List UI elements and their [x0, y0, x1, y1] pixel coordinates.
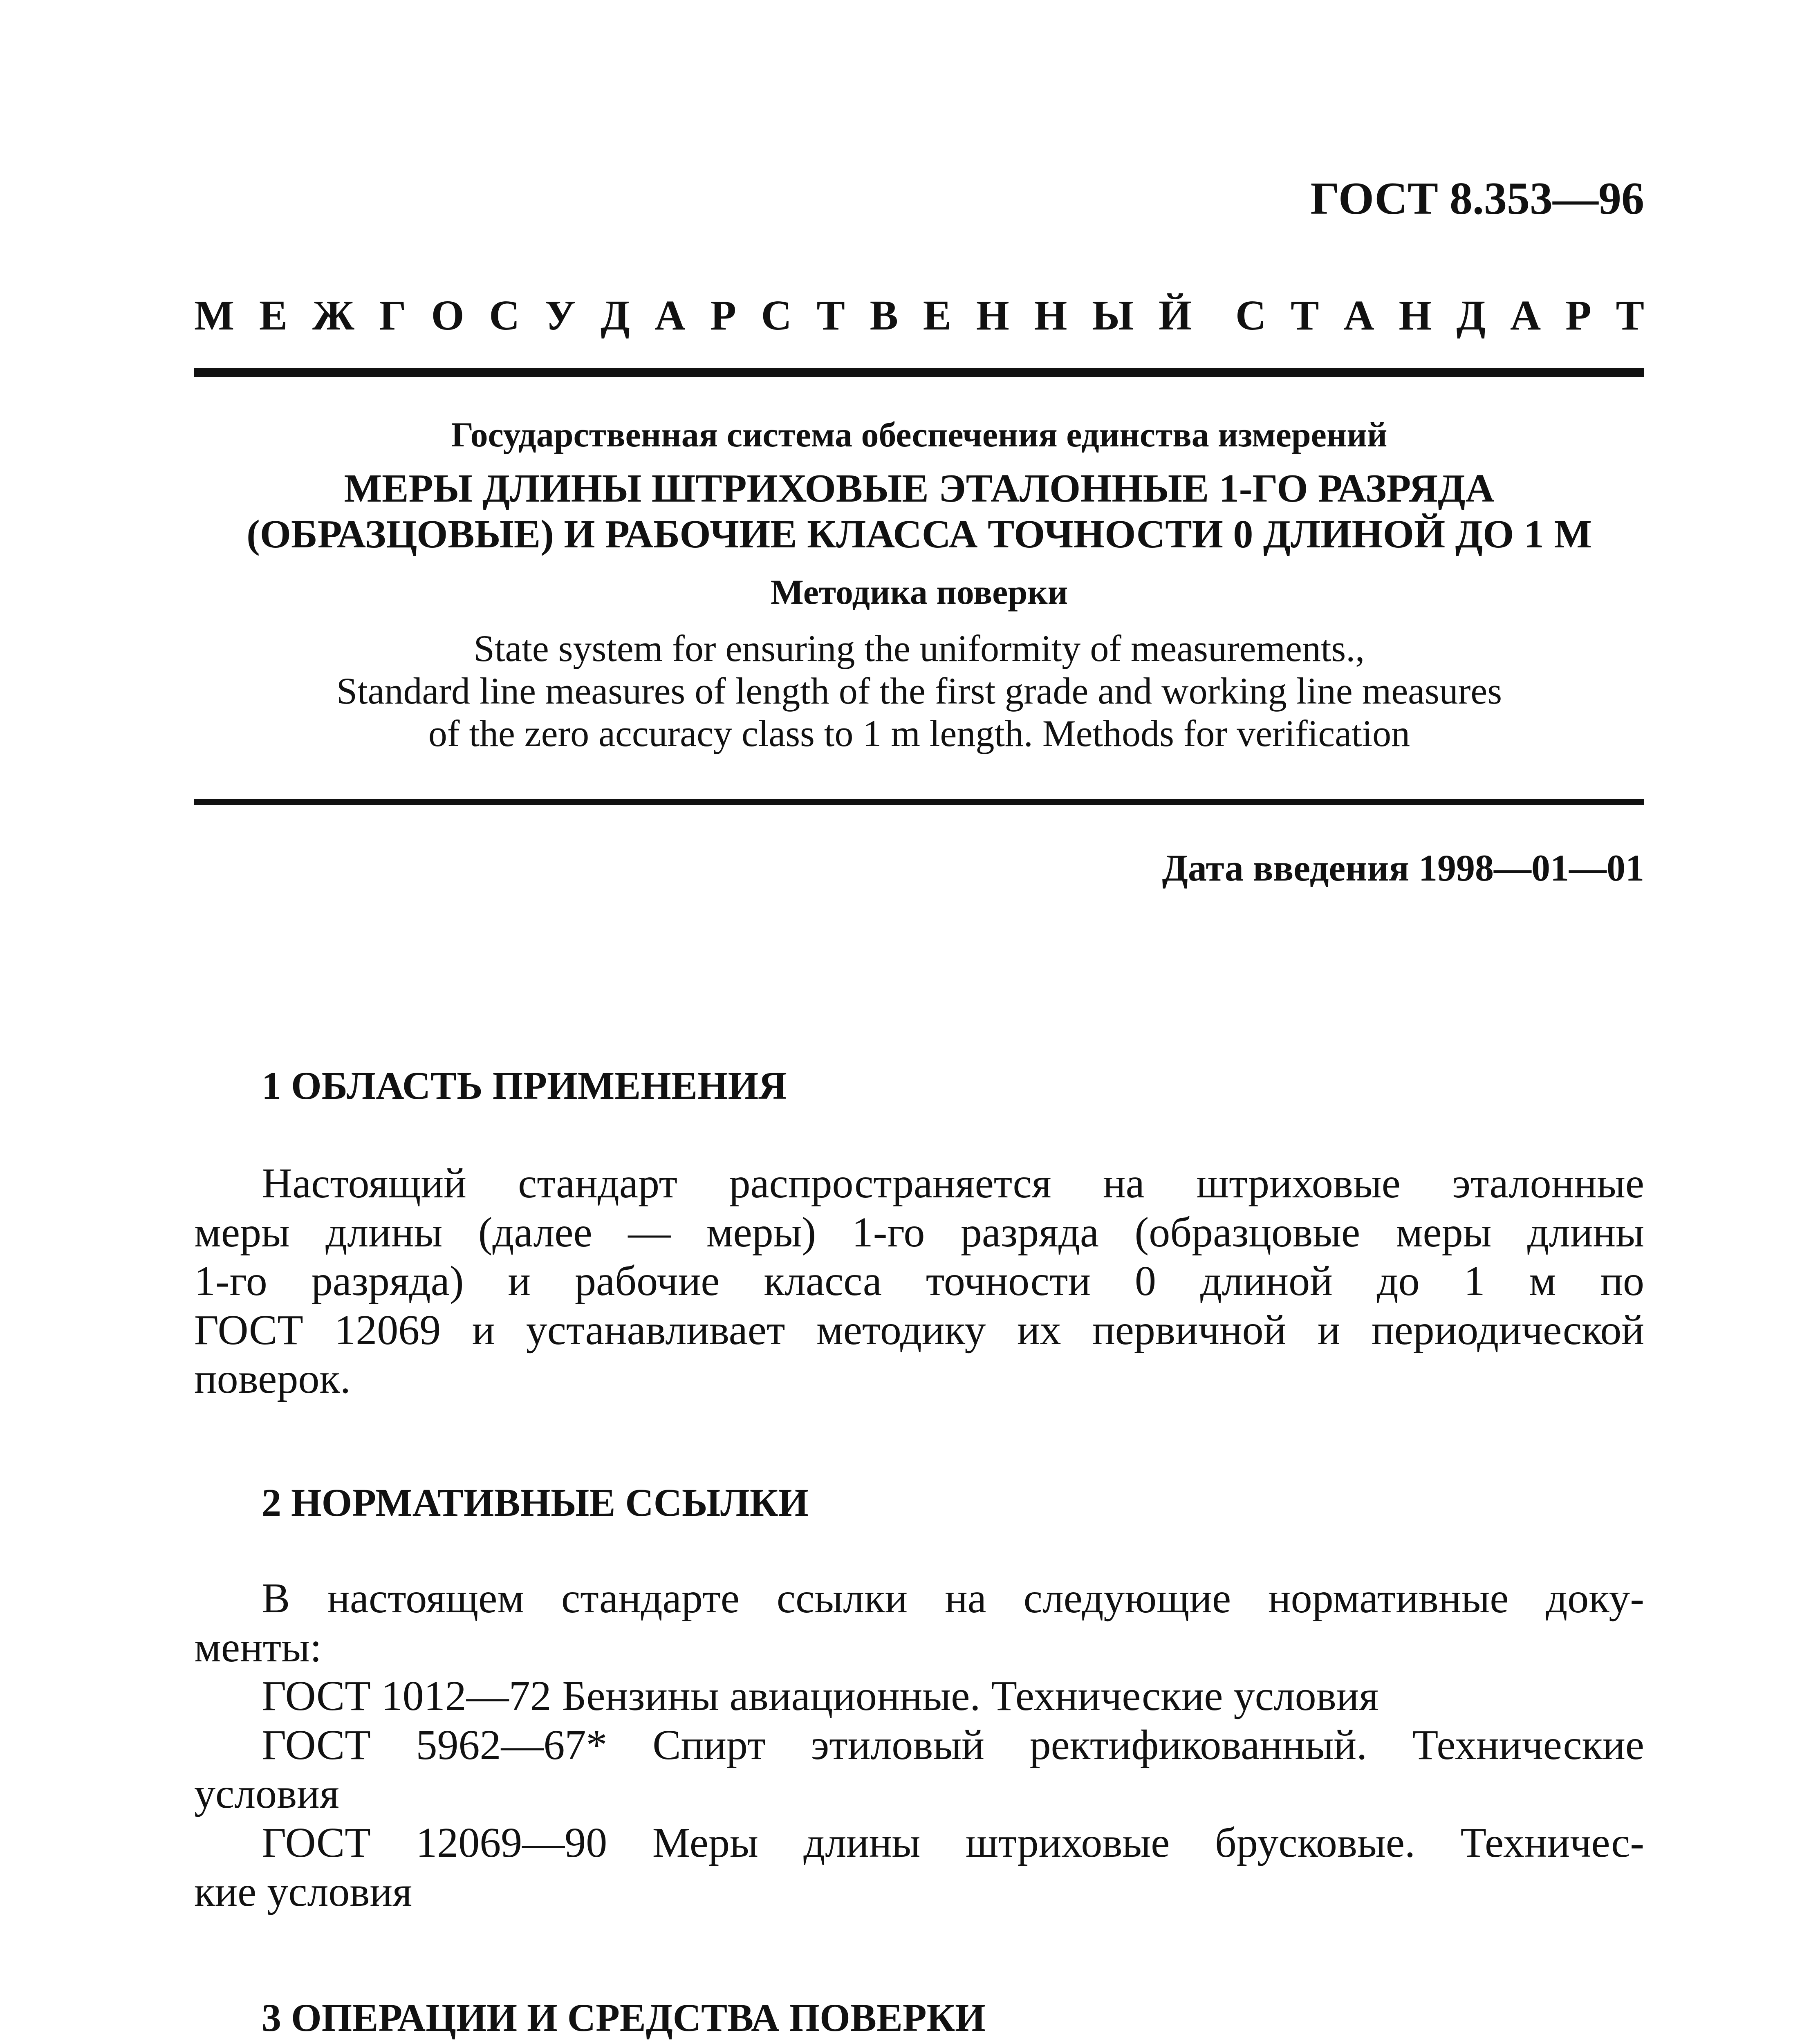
section-1-heading: 1 ОБЛАСТЬ ПРИМЕНЕНИЯ [262, 1064, 787, 1107]
reference-gost-12069: ГОСТ 12069—90 Меры длины штриховые брусковые. Техничес- [262, 1819, 1644, 1866]
banner-letter: У [545, 292, 576, 339]
banner-letter: А [1343, 292, 1374, 339]
section-2-paragraph [194, 1574, 1644, 1916]
section-2-heading: 2 НОРМАТИВНЫЕ ССЫЛКИ [262, 1481, 809, 1524]
paragraph-line: поверок. [194, 1355, 351, 1403]
paragraph-line: В настоящем стандарте ссылки на следующие нормативные доку- [262, 1575, 1644, 1622]
title-rule [194, 799, 1644, 805]
english-line-3: of the zero accuracy class to 1 m length. Methods for verification [428, 712, 1410, 754]
banner-letter: Г [379, 292, 406, 339]
paragraph-line: Настоящий стандарт распространяется на штриховые эталонные [262, 1160, 1644, 1207]
document-title [194, 466, 1644, 557]
banner-letter: Ы [1092, 292, 1134, 339]
paragraph-line: ГОСТ 12069 и устанавливает методику их первичной и периодической [194, 1306, 1644, 1354]
banner-letter: Й [1159, 292, 1192, 339]
banner-letter: Т [1616, 292, 1644, 339]
banner-letter: Н [976, 292, 1009, 339]
document-subtitle: Методика поверки [770, 572, 1068, 612]
document-number: ГОСТ 8.353—96 [1310, 173, 1644, 224]
title-line-2: (ОБРАЗЦОВЫЕ) И РАБОЧИЕ КЛАССА ТОЧНОСТИ 0 ДЛИНОЙ ДО 1 М [247, 512, 1592, 556]
banner-right-word [1235, 294, 1644, 337]
header-rule [194, 368, 1644, 377]
banner-letter: О [431, 292, 464, 339]
banner-letter: В [870, 292, 898, 339]
banner-letter: А [1510, 292, 1541, 339]
banner-letter: А [654, 292, 686, 339]
banner-letter: Н [1399, 292, 1432, 339]
reference-gost-1012: ГОСТ 1012—72 Бензины авиационные. Технические условия [262, 1672, 1379, 1720]
section-3-heading: 3 ОПЕРАЦИИ И СРЕДСТВА ПОВЕРКИ [262, 1996, 986, 2040]
banner-letter: Т [1291, 292, 1319, 339]
banner-letter: Т [816, 292, 845, 339]
banner-letter: С [489, 292, 520, 339]
english-line-1: State system for ensuring the uniformity of measurements., [473, 628, 1365, 669]
banner-letter: Е [259, 292, 288, 339]
system-name: Государственная система обеспечения единства измерений [451, 415, 1387, 454]
english-line-2: Standard line measures of length of the first grade and working line measures [336, 670, 1502, 712]
paragraph-line: 1-го разряда) и рабочие класса точности 0 длиной до 1 м по [194, 1257, 1644, 1305]
introduction-date: Дата введения 1998—01—01 [1162, 847, 1644, 889]
paragraph-line: менты: [194, 1623, 322, 1671]
banner-letter: Д [601, 292, 630, 339]
banner-letter: С [761, 292, 792, 339]
banner-left-word [194, 294, 1192, 337]
banner-letter: Е [923, 292, 952, 339]
paragraph-line: кие условия [194, 1868, 412, 1915]
paragraph-line: меры длины (далее — меры) 1-го разряда (образцовые меры длины [194, 1208, 1644, 1256]
banner-letter: Ж [312, 292, 354, 339]
title-line-1: МЕРЫ ДЛИНЫ ШТРИХОВЫЕ ЭТАЛОННЫЕ 1-ГО РАЗРЯДА [344, 466, 1495, 511]
banner-letter: Н [1034, 292, 1067, 339]
banner-letter: М [194, 292, 235, 339]
banner-letter: Д [1456, 292, 1486, 339]
standard-banner [194, 294, 1644, 337]
paragraph-line: условия [194, 1770, 339, 1818]
section-1-paragraph [194, 1159, 1644, 1403]
banner-letter: Р [1565, 292, 1591, 339]
banner-letter: С [1235, 292, 1266, 339]
banner-letter: Р [710, 292, 736, 339]
reference-gost-5962: ГОСТ 5962—67* Спирт этиловый ректификованный. Технические [262, 1721, 1644, 1768]
english-title [194, 628, 1644, 755]
